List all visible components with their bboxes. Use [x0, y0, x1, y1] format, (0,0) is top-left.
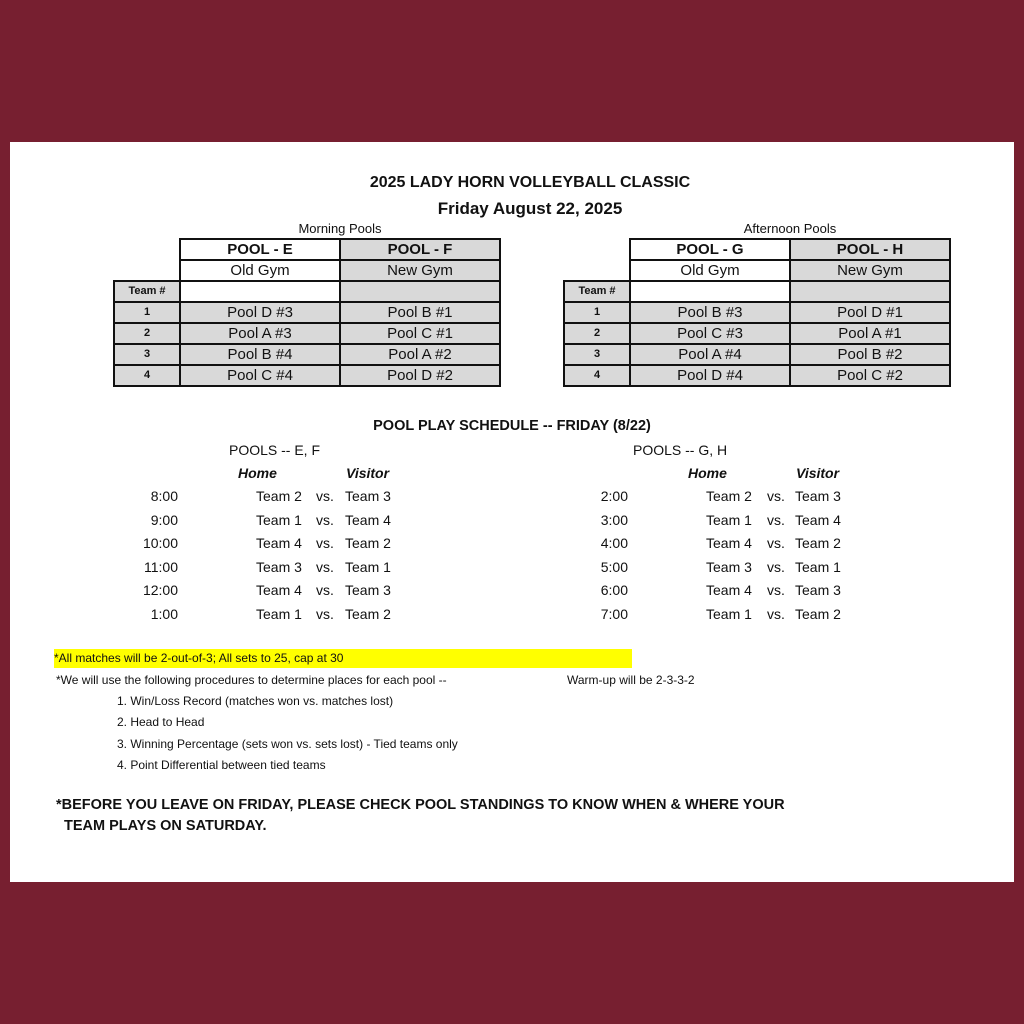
left-visitor-label: Visitor [346, 465, 390, 481]
table-row: 2 Pool A #3 Pool C #1 [114, 323, 500, 344]
left-home-label: Home [238, 465, 277, 481]
pool-f-header: POOL - F [340, 239, 500, 260]
home-team: Team 3 [256, 558, 302, 575]
right-pools-label: POOLS -- G, H [633, 442, 728, 458]
vs-label: vs. [316, 558, 334, 575]
game-time: 3:00 [600, 511, 628, 528]
team-number-label: Team # [114, 281, 180, 302]
morning-pools-caption: Morning Pools [298, 221, 382, 236]
visitor-team: Team 1 [795, 558, 841, 575]
game-time: 2:00 [600, 488, 628, 504]
pool-g-header: POOL - G [630, 239, 790, 260]
home-team: Team 3 [706, 558, 752, 575]
vs-label: vs. [767, 582, 785, 598]
visitor-team: Team 4 [345, 511, 391, 528]
home-team: Team 1 [706, 511, 752, 528]
home-team: Team 2 [706, 488, 752, 504]
final-notice-line1: *BEFORE YOU LEAVE ON FRIDAY, PLEASE CHECK POOL STANDINGS TO KNOW WHEN & WHERE YOUR [56, 797, 785, 813]
pool-h-venue: New Gym [790, 260, 950, 281]
vs-label: vs. [316, 511, 334, 528]
procedures-intro: *We will use the following procedures to determine places for each pool -- [56, 673, 447, 687]
home-team: Team 4 [256, 535, 302, 551]
game-time: 12:00 [142, 582, 178, 598]
match-format-note: *All matches will be 2-out-of-3; All sets to 25, cap at 30 [54, 649, 632, 668]
home-team: Team 1 [256, 605, 302, 622]
list-item: 4. Point Differential between tied teams [117, 758, 326, 772]
game-time: 6:00 [600, 582, 628, 598]
visitor-team: Team 3 [795, 582, 841, 598]
visitor-team: Team 2 [345, 605, 391, 622]
home-team: Team 1 [256, 511, 302, 528]
warmup-note: Warm-up will be 2-3-3-2 [567, 673, 695, 687]
home-team: Team 2 [256, 488, 302, 504]
team-number-label: Team # [564, 281, 630, 302]
vs-label: vs. [767, 605, 785, 622]
home-team: Team 4 [706, 535, 752, 551]
visitor-team: Team 1 [345, 558, 391, 575]
table-row: 2 Pool C #3 Pool A #1 [564, 323, 950, 344]
left-pools-label: POOLS -- E, F [229, 442, 321, 458]
document-page [10, 142, 1014, 882]
game-time: 8:00 [150, 488, 178, 504]
visitor-team: Team 3 [345, 488, 391, 504]
home-team: Team 4 [706, 582, 752, 598]
table-row: 1 Pool B #3 Pool D #1 [564, 302, 950, 323]
pool-e-header: POOL - E [180, 239, 340, 260]
vs-label: vs. [316, 535, 334, 551]
vs-label: vs. [316, 605, 334, 622]
right-visitor-label: Visitor [796, 465, 840, 481]
game-time: 10:00 [142, 535, 178, 551]
pool-e-venue: Old Gym [180, 260, 340, 281]
visitor-team: Team 3 [795, 488, 841, 504]
home-team: Team 4 [256, 582, 302, 598]
pool-f-venue: New Gym [340, 260, 500, 281]
table-row: 1 Pool D #3 Pool B #1 [114, 302, 500, 323]
game-time: 11:00 [144, 558, 178, 575]
list-item: 3. Winning Percentage (sets won vs. sets lost) - Tied teams only [117, 737, 458, 751]
morning-pools-table [113, 238, 501, 387]
table-row: 4 Pool C #4 Pool D #2 [114, 365, 500, 386]
right-home-label: Home [688, 465, 727, 481]
game-time: 5:00 [600, 558, 628, 575]
afternoon-pools-caption: Afternoon Pools [743, 221, 837, 236]
event-title: 2025 LADY HORN VOLLEYBALL CLASSIC [369, 174, 691, 191]
game-time: 9:00 [150, 511, 178, 528]
game-time: 7:00 [600, 605, 628, 622]
game-time: 4:00 [600, 535, 628, 551]
pool-h-header: POOL - H [790, 239, 950, 260]
vs-label: vs. [767, 488, 785, 504]
vs-label: vs. [767, 558, 785, 575]
pool-g-venue: Old Gym [630, 260, 790, 281]
vs-label: vs. [316, 582, 334, 598]
visitor-team: Team 2 [795, 605, 841, 622]
list-item: 1. Win/Loss Record (matches won vs. matches lost) [117, 694, 394, 708]
final-notice-line2: TEAM PLAYS ON SATURDAY. [64, 818, 267, 834]
visitor-team: Team 2 [795, 535, 841, 551]
table-row: 3 Pool B #4 Pool A #2 [114, 344, 500, 365]
home-team: Team 1 [706, 605, 752, 622]
vs-label: vs. [767, 535, 785, 551]
afternoon-pools-table [563, 238, 951, 387]
table-row: 3 Pool A #4 Pool B #2 [564, 344, 950, 365]
event-date: Friday August 22, 2025 [437, 199, 623, 218]
game-time: 1:00 [150, 605, 178, 622]
schedule-title: POOL PLAY SCHEDULE -- FRIDAY (8/22) [373, 418, 651, 434]
visitor-team: Team 2 [345, 535, 391, 551]
list-item: 2. Head to Head [117, 715, 205, 729]
table-row: 4 Pool D #4 Pool C #2 [564, 365, 950, 386]
visitor-team: Team 3 [345, 582, 391, 598]
visitor-team: Team 4 [795, 511, 841, 528]
vs-label: vs. [767, 511, 785, 528]
vs-label: vs. [316, 488, 334, 504]
